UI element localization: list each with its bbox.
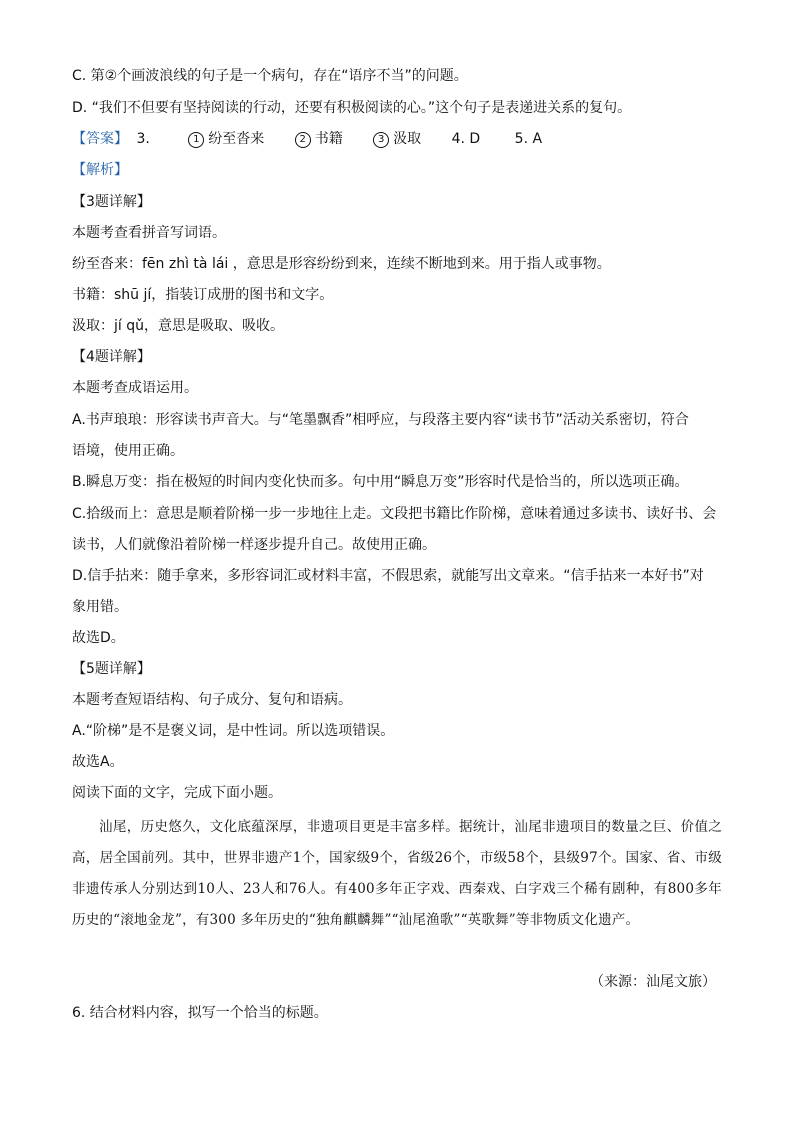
q4-heading: 【4题详解】: [72, 349, 151, 365]
answer-q3-part3-text: 汲取: [393, 131, 422, 147]
answer-q3-part1-text: 纷至沓来: [208, 131, 265, 147]
q4-line-1: 本题考查成语运用。: [72, 380, 198, 396]
reading-instruction: 阅读下面的文字，完成下面小题。: [72, 785, 282, 801]
answer-q3-part3: [373, 129, 421, 149]
circled-number-2: 2: [295, 132, 311, 148]
q5-option-a: A.“阶梯”是不是褒义词，是中性词。所以选项错误。: [72, 723, 395, 739]
circled-number-1: 1: [188, 132, 204, 148]
q4-option-c-1: C.拾级而上：意思是顺着阶梯一步一步地往上走。文段把书籍比作阶梯，意味着通过多读书、读好书、会: [72, 506, 717, 522]
q5-line-1: 本题考查短语结构、句子成分、复句和语病。: [72, 692, 352, 708]
answer-q5: 5. A: [514, 131, 543, 147]
q4-option-d-2: 象用错。: [72, 599, 128, 615]
q3-line-2: 纷至沓来：fēn zhì tà lái ，意思是形容纷纷到来，连续不断地到来。用于指人或事物。: [72, 256, 611, 272]
answer-tag: 【答案】: [72, 131, 128, 147]
q5-conclusion: 故选A。: [72, 754, 124, 770]
option-c: C. 第②个画波浪线的句子是一个病句，存在“语序不当”的问题。: [72, 68, 468, 84]
reading-passage-text: 汕尾，历史悠久，文化底蕴深厚，非遗项目更是丰富多样。据统计，汕尾非遗项目的数量之巨、价值之高，居全国前列。其中，世界非遗产1个，国家级9个，省级26个，市级58个，县级97个。国家、省、市级非遗传承人分别达到10人、23人和76人。有400多年正字戏、西秦戏、白字戏三个稀有剧种，有800多年历史的“滚地金龙”，有300 多年历史的“独角麒麟舞”“汕尾渔歌”“英歌舞”等非物质文化遗产。: [72, 819, 722, 928]
q4-option-b: B.瞬息万变：指在极短的时间内变化快而多。句中用“瞬息万变”形容时代是恰当的，所以选项正确。: [72, 474, 689, 490]
q3-line-1: 本题考查看拼音写词语。: [72, 225, 226, 241]
q4-option-a-2: 语境，使用正确。: [72, 443, 184, 459]
answer-row: [72, 129, 722, 149]
question-6: 6. 结合材料内容，拟写一个恰当的标题。: [72, 1005, 328, 1021]
answer-q3-part1: [188, 129, 264, 149]
q3-heading: 【3题详解】: [72, 194, 151, 210]
circled-number-3: 3: [373, 132, 389, 148]
q4-conclusion: 故选D。: [72, 630, 125, 646]
answer-q3-part2-text: 书籍: [314, 131, 343, 147]
answer-q3-part2: [295, 129, 343, 149]
q3-line-4: 汲取：jí qǔ，意思是吸取、吸收。: [72, 318, 284, 334]
analysis-tag: 【解析】: [72, 162, 128, 178]
q5-heading: 【5题详解】: [72, 661, 151, 677]
reading-passage: [72, 812, 722, 936]
q4-option-d-1: D.信手拈来：随手拿来，多形容词汇或材料丰富，不假思索，就能写出文章来。“信手拈来一本好书”对: [72, 568, 704, 584]
answer-q4: 4. D: [451, 131, 481, 147]
option-d: D. “我们不但要有坚持阅读的行动，还要有积极阅读的心。”这个句子是表递进关系的复句。: [72, 100, 632, 116]
q3-line-3: 书籍：shū jí，指装订成册的图书和文字。: [72, 287, 334, 303]
q4-option-a-1: A.书声琅琅：形容读书声音大。与“笔墨飘香”相呼应，与段落主要内容“读书节”活动关系密切，符合: [72, 412, 689, 428]
passage-source: （来源：汕尾文旅）: [590, 974, 716, 990]
answer-q3-number: 3.: [136, 131, 150, 147]
q4-option-c-2: 读书，人们就像沿着阶梯一样逐步提升自己。故使用正确。: [72, 537, 436, 553]
